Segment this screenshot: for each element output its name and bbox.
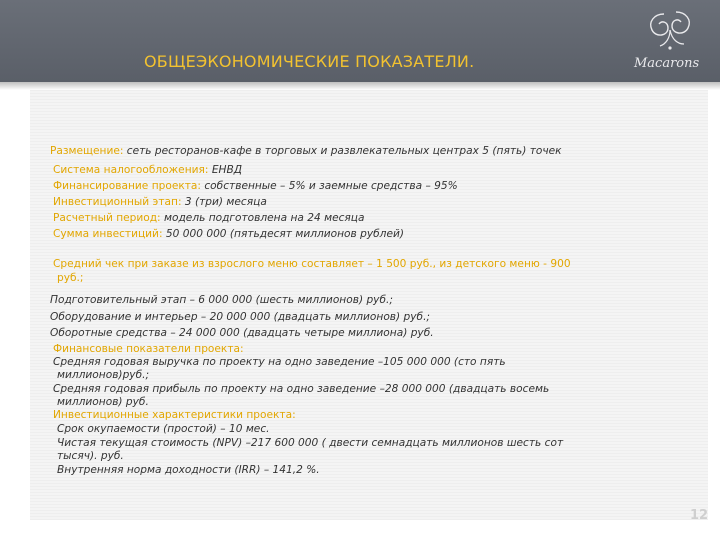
npv-line-2: тысяч). руб. bbox=[57, 450, 124, 462]
macarons-emblem-icon bbox=[624, 0, 720, 60]
tax-value: ЕНВД bbox=[211, 164, 243, 176]
financing-label: Финансирование проекта: bbox=[53, 180, 201, 192]
avg-check-line-2: руб.; bbox=[57, 272, 84, 284]
tax-row bbox=[53, 163, 242, 177]
prep-stage-line: Подготовительный этап – 6 000 000 (шесть миллионов) руб.; bbox=[50, 294, 393, 306]
invest-sum-row bbox=[53, 227, 404, 241]
calc-period-row bbox=[53, 211, 365, 225]
invest-stage-label: Инвестиционный этап: bbox=[53, 196, 182, 208]
investment-heading: Инвестиционные характеристики проекта: bbox=[53, 409, 296, 421]
payback-line: Срок окупаемости (простой) – 10 мес. bbox=[57, 423, 270, 435]
avg-check-line-1: Средний чек при заказе из взрослого меню составляет – 1 500 руб., из детского меню - 900 bbox=[53, 258, 571, 270]
revenue-line-2: миллионов)руб.; bbox=[57, 369, 150, 381]
calc-period-label: Расчетный период: bbox=[53, 212, 161, 224]
brand-logo bbox=[624, 0, 720, 82]
financial-heading: Финансовые показатели проекта: bbox=[53, 343, 244, 355]
irr-line: Внутренняя норма доходности (IRR) – 141,2 %. bbox=[57, 464, 320, 476]
page-number: 12 bbox=[690, 508, 709, 523]
placement-label: Размещение: bbox=[50, 145, 124, 157]
invest-sum-label: Сумма инвестиций: bbox=[53, 228, 163, 240]
profit-line-1: Средняя годовая прибыль по проекту на одно заведение –28 000 000 (двадцать восемь bbox=[53, 383, 550, 395]
financing-value: собственные – 5% и заемные средства – 95% bbox=[204, 180, 458, 192]
logo-wordmark: Macarons bbox=[634, 56, 700, 71]
equipment-line: Оборудование и интерьер – 20 000 000 (двадцать миллионов) руб.; bbox=[50, 311, 431, 323]
header-bar bbox=[0, 0, 720, 82]
working-capital-line: Оборотные средства – 24 000 000 (двадцать четыре миллиона) руб. bbox=[50, 327, 434, 339]
financing-row bbox=[53, 179, 458, 193]
revenue-line-1: Средняя годовая выручка по проекту на одно заведение –105 000 000 (сто пять bbox=[53, 356, 506, 368]
profit-line-2: миллионов) руб. bbox=[57, 396, 149, 408]
npv-line-1: Чистая текущая стоимость (NPV) –217 600 000 ( двести семнадцать миллионов шесть сот bbox=[57, 437, 564, 449]
header-shadow bbox=[0, 82, 720, 90]
placement-row bbox=[50, 144, 562, 158]
invest-stage-row bbox=[53, 195, 267, 209]
tax-label: Система налогообложения: bbox=[53, 164, 209, 176]
invest-sum-value: 50 000 000 (пятьдесят миллионов рублей) bbox=[165, 228, 404, 240]
placement-value: сеть ресторанов-кафе в торговых и развлекательных центрах 5 (пять) точек bbox=[126, 145, 562, 157]
invest-stage-value: 3 (три) месяца bbox=[184, 196, 267, 208]
page-title: ОБЩЕЭКОНОМИЧЕСКИЕ ПОКАЗАТЕЛИ. bbox=[144, 52, 475, 71]
calc-period-value: модель подготовлена на 24 месяца bbox=[164, 212, 365, 224]
